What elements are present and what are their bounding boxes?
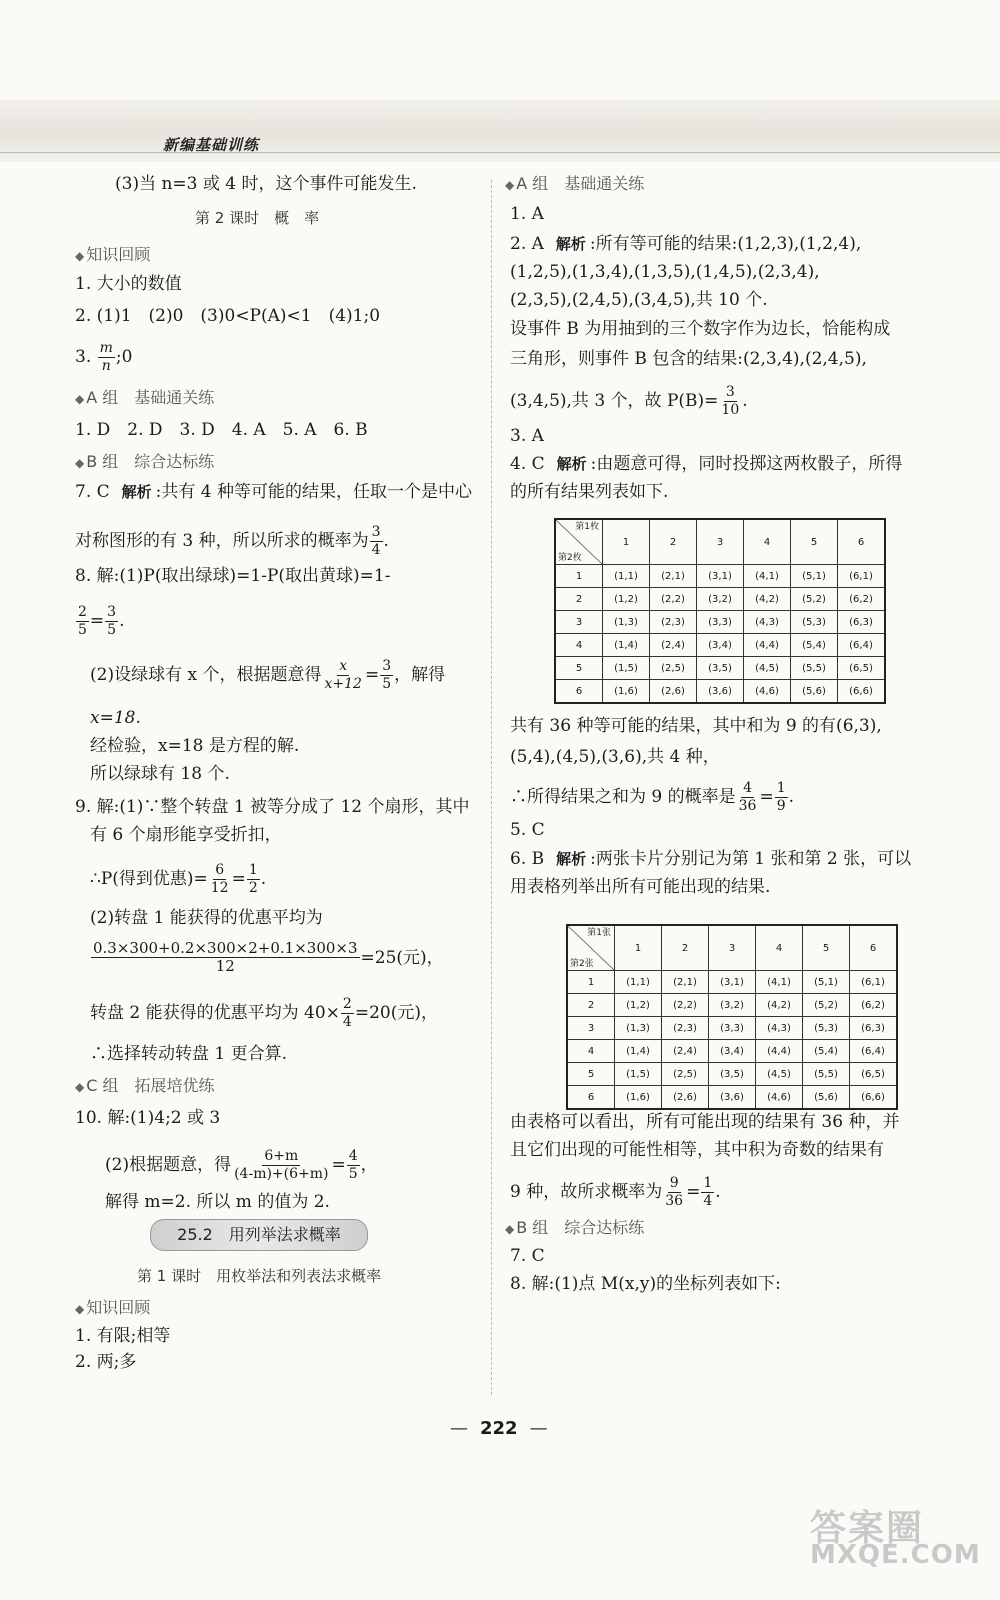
page-number-value: 222 xyxy=(480,1418,518,1439)
row-header-cell: 6 xyxy=(555,680,603,704)
answer-line: 1. 有限;相等 xyxy=(75,1326,171,1346)
diamond-icon: ◆ xyxy=(75,249,85,263)
table-cell: (1,6) xyxy=(603,680,650,704)
table-header-cell: 6 xyxy=(838,519,886,565)
answer-line: 8. 解:(1)点 M(x,y)的坐标列表如下: xyxy=(510,1274,781,1294)
table-row xyxy=(567,1063,897,1086)
answer-line: 1. 大小的数值 xyxy=(75,274,182,294)
table-cell: (1,4) xyxy=(615,1040,662,1063)
table-cell: (6,6) xyxy=(850,1086,898,1110)
table-cell: (5,4) xyxy=(803,1040,850,1063)
section-header xyxy=(75,450,214,475)
denominator: 5 xyxy=(78,622,87,638)
watermark-logo: 答案圈 xyxy=(810,1508,925,1549)
table-row xyxy=(555,680,885,704)
diamond-icon: ◆ xyxy=(75,456,85,470)
answer-line: (1,2,5),(1,3,4),(1,3,5),(1,4,5),(2,3,4), xyxy=(510,262,820,282)
table-cell: (3,5) xyxy=(709,1063,756,1086)
table-cell: (4,3) xyxy=(756,1017,803,1040)
answer-line: 10. 解:(1)4;2 或 3 xyxy=(75,1108,221,1128)
table-cell: (6,6) xyxy=(838,680,886,704)
denominator: n xyxy=(101,358,111,374)
answer-line: 3. A xyxy=(510,426,544,446)
dice-outcome-table xyxy=(554,518,886,704)
column-divider xyxy=(491,180,492,1395)
answer-text: :由题意可得，同时投掷这两枚骰子，所得 xyxy=(590,454,903,474)
dash-right: — xyxy=(529,1418,548,1439)
table-cell: (3,4) xyxy=(709,1040,756,1063)
table-cell: (3,2) xyxy=(697,588,744,611)
answer-text: :两张卡片分别记为第 1 张和第 2 张，可以 xyxy=(590,849,912,869)
denominator: 4 xyxy=(342,1014,352,1030)
answer-line: 2. 两;多 xyxy=(75,1352,137,1372)
answer-text: 2. A xyxy=(510,234,544,254)
table-row xyxy=(555,611,885,634)
table-cell: (3,3) xyxy=(697,611,744,634)
answer-text: :共有 4 种等可能的结果，任取一个是中心 xyxy=(155,482,473,502)
table-header-cell: 3 xyxy=(697,519,744,565)
diamond-icon: ◆ xyxy=(75,392,85,406)
numerator: 3 xyxy=(382,658,392,674)
table-cell: (4,4) xyxy=(744,634,791,657)
lesson-title: 第 1 课时 用枚举法和列表法求概率 xyxy=(137,1267,382,1285)
answer-line: 1. A xyxy=(510,204,544,224)
denominator: 4 xyxy=(371,542,381,558)
answer-text: 4. C xyxy=(510,454,545,474)
table-cell: (2,6) xyxy=(662,1086,709,1110)
table-cell: (3,6) xyxy=(709,1086,756,1110)
table-row xyxy=(555,565,885,588)
table-cell: (3,5) xyxy=(697,657,744,680)
table-cell: (5,2) xyxy=(791,588,838,611)
answer-text: . xyxy=(260,869,267,889)
denominator: 12 xyxy=(215,957,235,975)
row-header-cell: 4 xyxy=(555,634,603,657)
section-banner: 25.2 用列举法求概率 xyxy=(150,1219,368,1251)
row-header-cell: 3 xyxy=(555,611,603,634)
table-header-cell: 4 xyxy=(744,519,791,565)
numerator: 2 xyxy=(78,604,87,620)
denominator: 36 xyxy=(738,798,757,814)
column-axis-label: 第1张 xyxy=(587,928,611,938)
fraction xyxy=(737,780,759,815)
table-cell: (5,6) xyxy=(803,1086,850,1110)
row-header-cell: 2 xyxy=(567,994,615,1017)
answer-line xyxy=(510,384,748,419)
section-label: 知识回顾 xyxy=(86,245,151,264)
answer-text: . xyxy=(383,531,389,551)
table-cell: (4,1) xyxy=(744,565,791,588)
answer-line xyxy=(90,940,444,975)
table-row xyxy=(555,634,885,657)
table-cell: (3,3) xyxy=(709,1017,756,1040)
analysis-label: 解析 xyxy=(556,455,587,473)
row-header-cell: 2 xyxy=(555,588,603,611)
book-title: 新编基础训练 xyxy=(163,136,260,154)
numerator: 2 xyxy=(342,996,352,1012)
answer-line: ∴选择转动转盘 1 更合算. xyxy=(90,1044,288,1064)
answer-line xyxy=(90,996,438,1031)
table-cell: (1,2) xyxy=(615,994,662,1017)
answer-line: 解得 m=2. 所以 m 的值为 2. xyxy=(105,1192,330,1212)
numerator: 0.3×300+0.2×300×2+0.1×300×3 xyxy=(93,939,358,957)
table-corner-cell xyxy=(567,925,615,971)
answer-line: 且它们出现的可能性相等，其中积为奇数的结果有 xyxy=(510,1140,884,1160)
analysis-label: 解析 xyxy=(555,235,586,253)
table-cell: (6,3) xyxy=(850,1017,898,1040)
section-header xyxy=(75,243,150,268)
table-cell: (2,2) xyxy=(662,994,709,1017)
analysis-label: 解析 xyxy=(556,850,587,868)
answer-line xyxy=(90,658,445,693)
answer-text: =25(元)， xyxy=(360,947,444,968)
table-cell: (2,5) xyxy=(662,1063,709,1086)
table-cell: (4,3) xyxy=(744,611,791,634)
table-cell: (3,6) xyxy=(697,680,744,704)
answer-line: (3)当 n=3 或 4 时，这个事件可能发生. xyxy=(115,174,417,194)
answer-line: 所以绿球有 18 个. xyxy=(90,764,230,784)
table-cell: (6,5) xyxy=(838,657,886,680)
answer-text: 对称图形的有 3 种，所以所求的概率为 xyxy=(75,531,369,551)
table-cell: (6,4) xyxy=(838,634,886,657)
table-cell: (6,1) xyxy=(850,971,898,994)
fraction xyxy=(663,1175,685,1210)
table-cell: (5,5) xyxy=(791,657,838,680)
table-cell: (1,1) xyxy=(603,565,650,588)
table-cell: (6,1) xyxy=(838,565,886,588)
fraction xyxy=(247,862,260,897)
table-cell: (2,3) xyxy=(662,1017,709,1040)
diamond-icon: ◆ xyxy=(75,1302,85,1316)
answer-text: 9 种，故所求概率为 xyxy=(510,1182,663,1202)
answer-line: 有 6 个扇形能享受折扣， xyxy=(90,825,282,845)
table-cell: (1,3) xyxy=(603,611,650,634)
table-header-cell: 5 xyxy=(803,925,850,971)
denominator: 4 xyxy=(703,1193,713,1209)
table-cell: (6,5) xyxy=(850,1063,898,1086)
answer-line xyxy=(510,847,911,871)
answer-line xyxy=(75,480,472,504)
table-cell: (1,1) xyxy=(615,971,662,994)
table-cell: (4,2) xyxy=(756,994,803,1017)
row-header-cell: 1 xyxy=(555,565,603,588)
numerator: 4 xyxy=(743,780,752,796)
fraction xyxy=(322,658,363,693)
table-cell: (3,1) xyxy=(697,565,744,588)
section-header xyxy=(75,386,214,411)
table-cell: (2,5) xyxy=(650,657,697,680)
answer-text: ，解得 xyxy=(394,665,446,685)
fraction xyxy=(701,1175,714,1210)
table-row xyxy=(567,994,897,1017)
denominator: (4-m)+(6+m) xyxy=(234,1166,329,1182)
table-row xyxy=(567,1017,897,1040)
table-cell: (4,5) xyxy=(756,1063,803,1086)
table-cell: (5,6) xyxy=(791,680,838,704)
page-number xyxy=(438,1418,560,1439)
diamond-icon: ◆ xyxy=(505,1222,515,1236)
fraction xyxy=(105,604,118,639)
answer-text: 7. C xyxy=(75,482,110,502)
fraction xyxy=(91,940,360,975)
table-cell: (2,4) xyxy=(650,634,697,657)
table-cell: (2,2) xyxy=(650,588,697,611)
fraction xyxy=(76,604,89,639)
fraction xyxy=(209,862,231,897)
answer-line: 7. C xyxy=(510,1246,545,1266)
numerator: 6+m xyxy=(264,1148,299,1164)
table-cell: (3,4) xyxy=(697,634,744,657)
section-label: C 组 拓展培优练 xyxy=(86,1076,215,1095)
denominator: 9 xyxy=(776,798,786,814)
table-header-cell: 2 xyxy=(662,925,709,971)
answer-line: 用表格列举出所有可能出现的结果. xyxy=(510,877,771,897)
table-cell: (4,6) xyxy=(756,1086,803,1110)
answer-line: x=18. xyxy=(90,708,141,728)
answer-line xyxy=(90,862,266,897)
answer-line xyxy=(105,1148,378,1183)
fraction xyxy=(341,996,354,1031)
table-corner-cell xyxy=(555,519,603,565)
denominator: 5 xyxy=(382,676,392,692)
numerator: 1 xyxy=(776,780,786,796)
answer-text: = xyxy=(331,1155,346,1175)
answer-text: ;0 xyxy=(115,347,133,367)
table-row xyxy=(555,588,885,611)
table-cell: (4,1) xyxy=(756,971,803,994)
section-label: B 组 综合达标练 xyxy=(86,452,215,471)
answer-line: 共有 36 种等可能的结果，其中和为 9 的有(6,3), xyxy=(510,716,882,736)
denominator: x+12 xyxy=(324,676,362,692)
diamond-icon: ◆ xyxy=(505,178,515,192)
column-axis-label: 第1枚 xyxy=(575,522,599,532)
answer-line xyxy=(510,452,902,476)
answer-text: (2)设绿球有 x 个，根据题意得 xyxy=(90,665,322,685)
table-cell: (5,5) xyxy=(803,1063,850,1086)
table-cell: (6,4) xyxy=(850,1040,898,1063)
answer-line xyxy=(75,340,132,375)
table-cell: (2,1) xyxy=(650,565,697,588)
answer-text: ， xyxy=(360,1155,378,1175)
table-cell: (2,4) xyxy=(662,1040,709,1063)
card-outcome-table xyxy=(566,924,898,1110)
table-cell: (3,1) xyxy=(709,971,756,994)
answer-text: :所有等可能的结果:(1,2,3),(1,2,4), xyxy=(589,234,862,254)
answer-text: . xyxy=(742,391,748,411)
denominator: 36 xyxy=(665,1193,684,1209)
section-header xyxy=(75,1074,215,1099)
answer-line xyxy=(510,1175,721,1210)
section-header xyxy=(75,1296,150,1321)
numerator: 6 xyxy=(215,862,225,878)
section-header xyxy=(505,172,644,197)
fraction xyxy=(98,340,115,375)
denominator: 10 xyxy=(721,402,740,418)
section-header xyxy=(505,1216,644,1241)
numerator: 1 xyxy=(248,862,258,878)
diamond-icon: ◆ xyxy=(75,1080,85,1094)
table-cell: (6,3) xyxy=(838,611,886,634)
numerator: 4 xyxy=(348,1148,358,1164)
answer-text: =20(元)， xyxy=(354,1003,438,1023)
numerator: x xyxy=(339,658,348,674)
table-header-row xyxy=(567,925,897,971)
answer-line: 1. D 2. D 3. D 4. A 5. A 6. B xyxy=(75,420,368,440)
table-header-cell: 1 xyxy=(615,925,662,971)
numerator: 3 xyxy=(371,524,381,540)
table-cell: (3,2) xyxy=(709,994,756,1017)
numerator: 3 xyxy=(725,384,735,400)
answer-line: 三角形，则事件 B 包含的结果:(2,3,4),(2,4,5), xyxy=(510,349,867,369)
answer-line: (5,4),(4,5),(3,6),共 4 种， xyxy=(510,747,720,767)
answer-text: 6. B xyxy=(510,849,545,869)
table-cell: (1,5) xyxy=(615,1063,662,1086)
row-header-cell: 5 xyxy=(567,1063,615,1086)
answer-line xyxy=(75,604,125,639)
table-header-cell: 6 xyxy=(850,925,898,971)
row-header-cell: 4 xyxy=(567,1040,615,1063)
denominator: 5 xyxy=(107,622,117,638)
table-header-cell: 3 xyxy=(709,925,756,971)
numerator: 9 xyxy=(669,1175,679,1191)
table-row xyxy=(567,971,897,994)
table-cell: (4,6) xyxy=(744,680,791,704)
answer-line: 的所有结果列表如下. xyxy=(510,482,669,502)
row-axis-label: 第2张 xyxy=(570,959,594,969)
table-cell: (5,1) xyxy=(791,565,838,588)
answer-text: (2)根据题意，得 xyxy=(105,1155,232,1175)
answer-line: 2. (1)1 (2)0 (3)0<P(A)<1 (4)1;0 xyxy=(75,306,381,326)
table-header-cell: 5 xyxy=(791,519,838,565)
numerator: 3 xyxy=(107,604,117,620)
table-cell: (5,3) xyxy=(791,611,838,634)
table-row xyxy=(555,657,885,680)
table-cell: (2,3) xyxy=(650,611,697,634)
table-header-cell: 2 xyxy=(650,519,697,565)
table-cell: (1,3) xyxy=(615,1017,662,1040)
table-cell: (1,2) xyxy=(603,588,650,611)
answer-text: ∴所得结果之和为 9 的概率是 xyxy=(510,787,736,807)
table-cell: (5,1) xyxy=(803,971,850,994)
denominator: 12 xyxy=(210,880,229,896)
table-header-cell: 1 xyxy=(603,519,650,565)
fraction xyxy=(370,524,383,559)
header-rule xyxy=(0,152,1000,153)
table-row xyxy=(567,1086,897,1110)
answer-text: ∴P(得到优惠)= xyxy=(90,869,208,889)
fraction xyxy=(232,1148,330,1183)
answer-line: 8. 解:(1)P(取出绿球)=1-P(取出黄球)=1- xyxy=(75,566,391,586)
row-header-cell: 6 xyxy=(567,1086,615,1110)
section-label: A 组 基础通关练 xyxy=(86,388,215,407)
answer-line xyxy=(510,232,861,256)
table-cell: (4,5) xyxy=(744,657,791,680)
fraction xyxy=(719,384,741,419)
answer-text: = xyxy=(364,665,380,685)
answer-line: 由表格可以看出，所有可能出现的结果有 36 种，并 xyxy=(510,1112,900,1132)
answer-line xyxy=(75,524,389,559)
row-header-cell: 5 xyxy=(555,657,603,680)
answer-text: = xyxy=(89,611,105,631)
table-header-row xyxy=(555,519,885,565)
fraction xyxy=(775,780,788,815)
answer-text: 转盘 2 能获得的优惠平均为 40× xyxy=(90,1003,340,1023)
table-cell: (4,2) xyxy=(744,588,791,611)
table-cell: (6,2) xyxy=(838,588,886,611)
section-label: 知识回顾 xyxy=(86,1298,151,1317)
answer-line: 经检验，x=18 是方程的解. xyxy=(90,736,300,756)
table-header-cell: 4 xyxy=(756,925,803,971)
answer-line: 设事件 B 为用抽到的三个数字作为边长，恰能构成 xyxy=(510,319,891,339)
table-cell: (5,2) xyxy=(803,994,850,1017)
table-cell: (1,5) xyxy=(603,657,650,680)
table-cell: (5,4) xyxy=(791,634,838,657)
table-cell: (2,1) xyxy=(662,971,709,994)
row-header-cell: 1 xyxy=(567,971,615,994)
answer-text: = xyxy=(686,1182,701,1202)
section-label: B 组 综合达标练 xyxy=(516,1218,645,1237)
fraction xyxy=(380,658,393,693)
table-cell: (5,3) xyxy=(803,1017,850,1040)
answer-text: (3,4,5),共 3 个，故 P(B)= xyxy=(510,391,719,411)
answer-text: = xyxy=(231,869,246,889)
answer-line xyxy=(510,780,794,815)
watermark-url: MXQE.COM xyxy=(810,1540,981,1570)
table-cell: (1,4) xyxy=(603,634,650,657)
row-header-cell: 3 xyxy=(567,1017,615,1040)
section-label: A 组 基础通关练 xyxy=(516,174,645,193)
denominator: 2 xyxy=(248,880,258,896)
numerator: m xyxy=(99,340,113,356)
answer-line: 5. C xyxy=(510,820,545,840)
table-cell: (4,4) xyxy=(756,1040,803,1063)
answer-line: (2,3,5),(2,4,5),(3,4,5),共 10 个. xyxy=(510,290,768,310)
table-cell: (1,6) xyxy=(615,1086,662,1110)
row-axis-label: 第2枚 xyxy=(558,553,582,563)
dash-left: — xyxy=(450,1418,468,1439)
denominator: 5 xyxy=(348,1166,358,1182)
fraction xyxy=(347,1148,360,1183)
answer-text: . xyxy=(119,611,125,631)
table-cell: (6,2) xyxy=(850,994,898,1017)
table-cell: (2,6) xyxy=(650,680,697,704)
answer-line: 9. 解:(1)∵整个转盘 1 被等分成了 12 个扇形，其中 xyxy=(75,797,470,817)
table-row xyxy=(567,1040,897,1063)
answer-text: . xyxy=(715,1182,721,1202)
answer-text: 3. xyxy=(75,347,92,367)
lesson-title: 第 2 课时 概 率 xyxy=(195,209,320,227)
analysis-label: 解析 xyxy=(121,483,152,501)
answer-line: (2)转盘 1 能获得的优惠平均为 xyxy=(90,908,323,928)
numerator: 1 xyxy=(703,1175,713,1191)
answer-text: . xyxy=(788,787,795,807)
answer-text: = xyxy=(759,787,774,807)
